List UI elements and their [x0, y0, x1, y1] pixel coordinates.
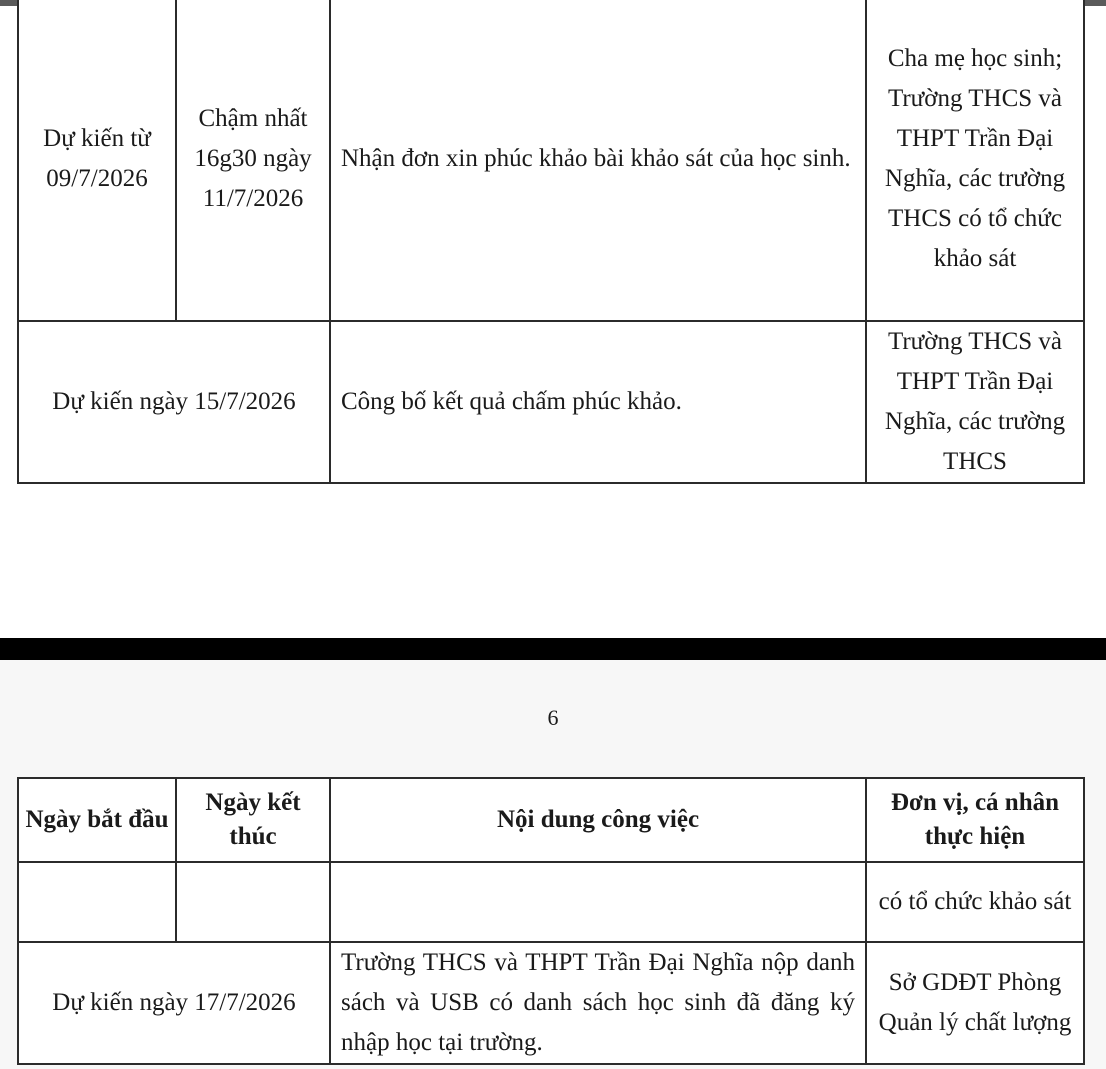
responsible-unit-cell: Trường THCS và THPT Trần Đại Nghĩa, các trường THCS	[866, 321, 1084, 483]
responsible-unit-cell: Cha mẹ học sinh; Trường THCS và THPT Trần Đại Nghĩa, các trường THCS có tổ chức khảo sát	[866, 0, 1084, 321]
header-task-content: Nội dung công việc	[330, 778, 866, 862]
table-row	[18, 862, 1084, 942]
end-date-cell: Chậm nhất 16g30 ngày 11/7/2026	[176, 0, 330, 321]
task-content-cell	[330, 862, 866, 942]
end-date-cell	[176, 862, 330, 942]
table-row	[18, 0, 1084, 321]
table-row	[18, 942, 1084, 1064]
page-number: 6	[547, 705, 559, 730]
start-date-cell: Dự kiến từ 09/7/2026	[18, 0, 176, 321]
header-responsible-unit: Đơn vị, cá nhân thực hiện	[866, 778, 1084, 862]
table-row	[18, 321, 1084, 483]
header-end-date: Ngày kết thúc	[176, 778, 330, 862]
start-date-cell	[18, 862, 176, 942]
task-content-cell: Nhận đơn xin phúc khảo bài khảo sát của học sinh.	[330, 0, 866, 321]
schedule-table-continued	[17, 0, 1085, 484]
responsible-unit-cell: có tổ chức khảo sát	[866, 862, 1084, 942]
date-cell: Dự kiến ngày 17/7/2026	[18, 942, 330, 1064]
schedule-table	[17, 777, 1085, 1065]
responsible-unit-cell: Sở GDĐT Phòng Quản lý chất lượng	[866, 942, 1084, 1064]
page-divider	[0, 638, 1106, 660]
table-header-row	[18, 778, 1084, 862]
date-cell: Dự kiến ngày 15/7/2026	[18, 321, 330, 483]
task-content-cell: Trường THCS và THPT Trần Đại Nghĩa nộp danh sách và USB có danh sách học sinh đã đăng ký nhập học tại trường.	[330, 942, 866, 1064]
header-start-date: Ngày bắt đầu	[18, 778, 176, 862]
task-content-cell: Công bố kết quả chấm phúc khảo.	[330, 321, 866, 483]
